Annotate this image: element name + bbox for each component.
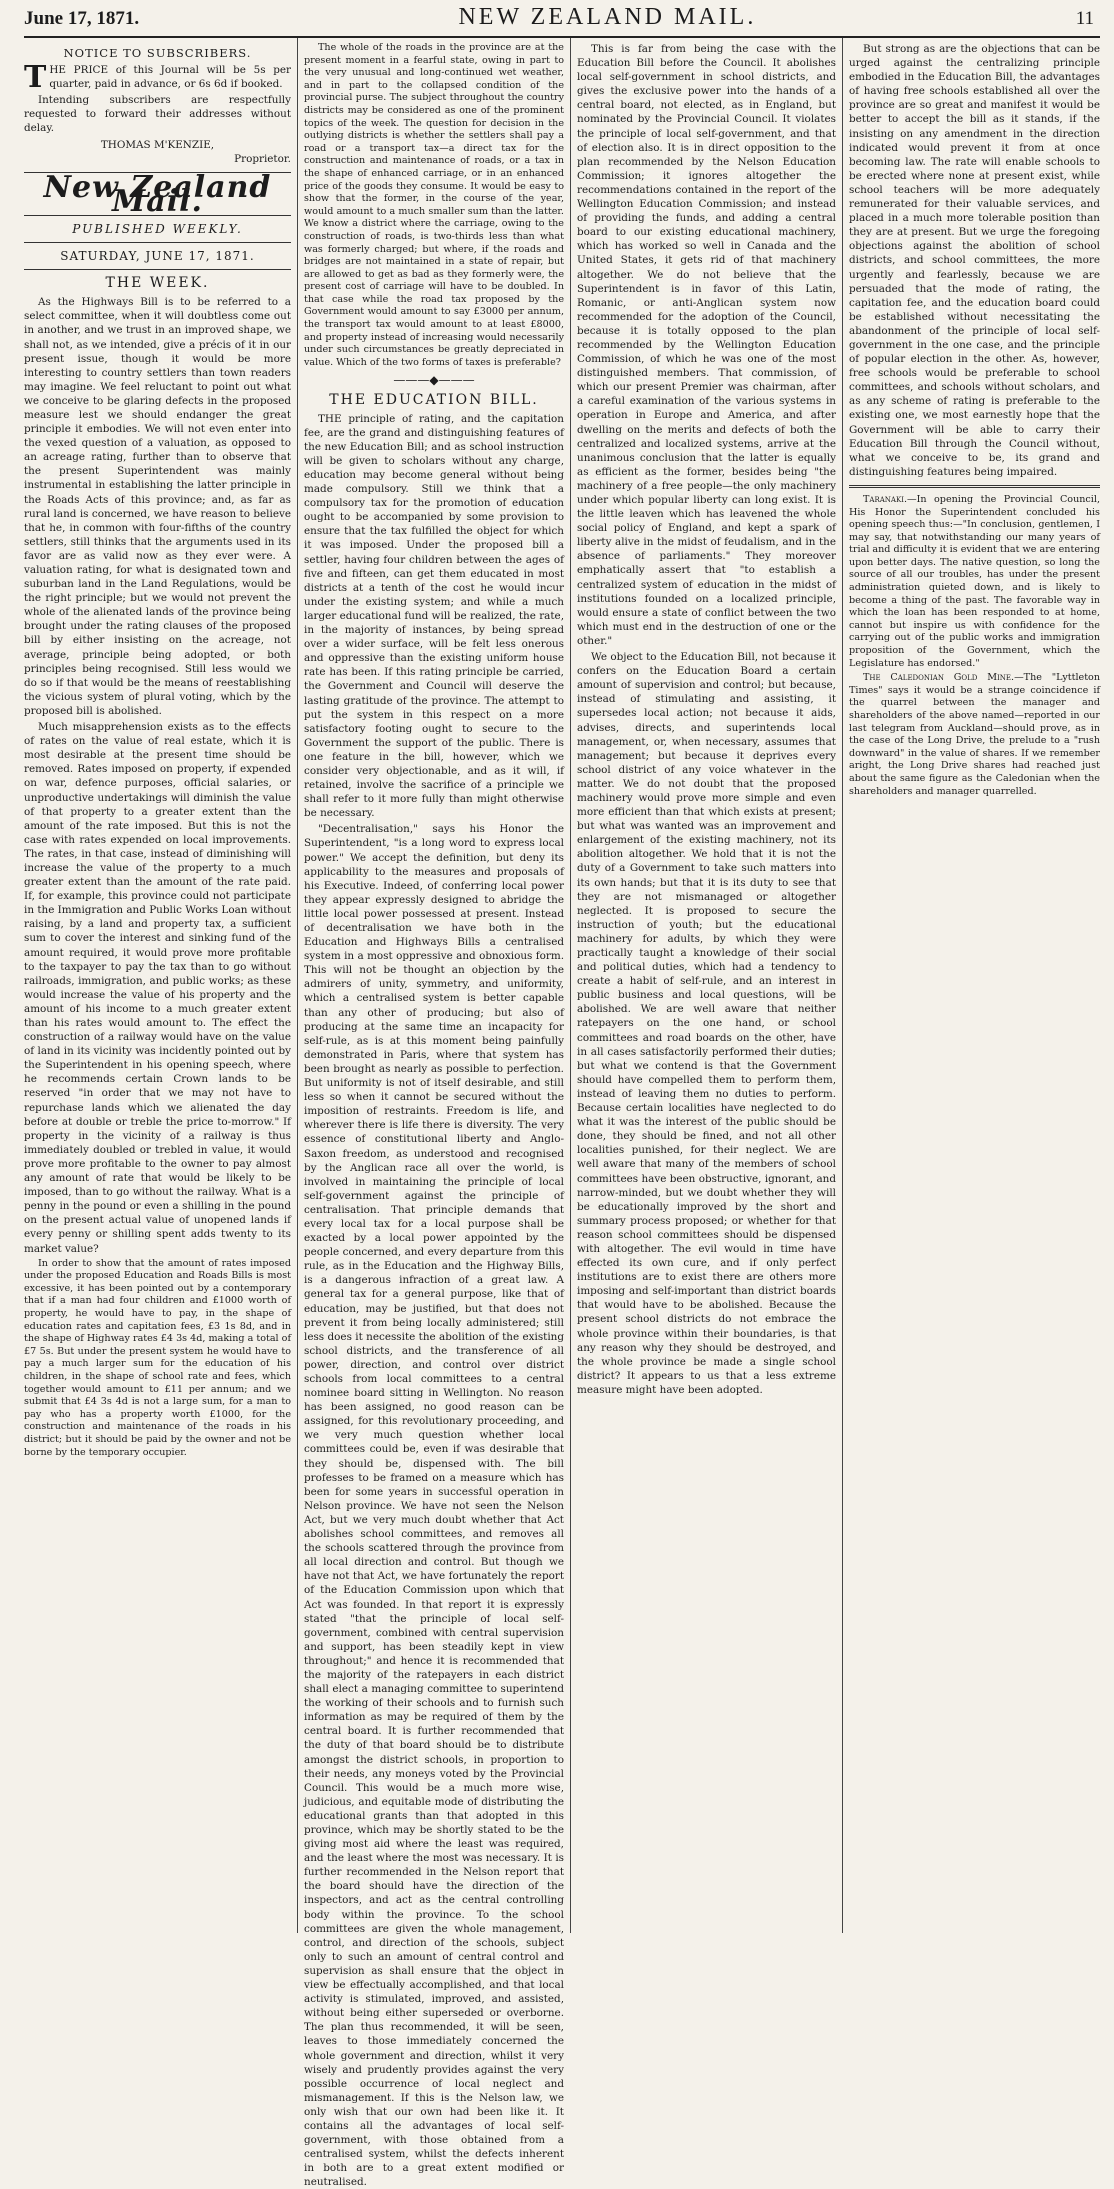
notice-paragraph: Intending subscribers are respectfully requested to forward their addresses without delay. — [24, 94, 291, 135]
ornament-divider: ———◆——— — [393, 373, 475, 388]
columns — [24, 38, 1101, 2189]
page-header — [24, 4, 1100, 38]
article-paragraph: We object to the Education Bill, not because it confers on the Education Board a certain amount of supervision and control; but because, instead of stimulating and assisting, it supersedes local action; not because it aids, advises, directs, and superintends local management, or, when necessary, assumes that management; but because it deprives every school district of any voice whatever in the matter. We do not doubt that the proposed machinery would prove more simple and even more efficient than that which exists at present; but what was wanted was an improvement and enlargement of the existing machinery, not its abolition altogether. We hold that it is not the duty of a Government to take such matters into its own hands; but that it is its duty to see that they are not mismanaged or altogether neglected. It is proposed to secure the instruction of youth; but the educational machinery for adults, by which they were practically taught a knowledge of their social and political duties, which had a tendency to create a habit of self-rule, and an interest in public business and local questions, will be abolished. We are well aware that neither ratepayers on the one hand, or school committees and road boards on the other, have in all cases satisfactorily performed their duties; but what we contend is that the Government should have compelled them to perform them, instead of leaving them no duties to perform. Because certain localities have neglected to do what it was the interest of the public should be done, they should be fined, and not all other localities punished, for their neglect. We are well aware that many of the members of school committees have been obstructive, ignorant, and narrow-minded, but we doubt whether they will be educationally improved by the short and summary process proposed; or whether for that reason school committees should be dispensed with altogether. The evil would in time have effected its own cure, and if only perfect institutions are to exist there are others more imposing and self-important than district boards that would have to be abolished. Because the present school districts do not embrace the whole province within their boundaries, is that any reason why they should be destroyed, and the whole province be made a single school district? It appears to us that a less extreme measure might have been adopted. — [577, 651, 836, 1396]
header-date: June 17, 1871. — [24, 8, 140, 29]
article-paragraph: This is far from being the case with the Education Bill before the Council. It abolishes local self-government in school districts, and gives the exclusive power into the hands of a central board, not elected, as in England, but nominated by the Provincial Council. It violates the principle of local self-government, and that of election also. It is in direct opposition to the plan recommended by the Nelson Education Commission; it ignores altogether the recommendations contained in the report of the Wellington Education Commission; and instead of providing the funds, and adding a central board to our existing educational machinery, which has worked so well in Canada and the United States, it gets rid of that machinery altogether. We do not believe that the Superintendent is in favor of this Latin, Romanic, or anti-Anglican system now recommended for the adoption of the Council, because it is totally opposed to the plan recommended by the Wellington Education Commission, of which he was one of the most distinguished members. That commission, of which our present Premier was chairman, after a careful examination of the various systems in operation in Europe and America, and after dwelling on the merits and defects of both the centralized and localized systems, arrive at the unanimous conclusion that the latter is equally as efficient as the former, besides being "the machinery of a free people—the only machinery under which popular liberty can long exist. It is the little leaven which has leavened the whole social policy of England, and kept a spark of liberty alive in the midst of feudalism, and in the absence of parliaments." They moreover emphatically assert that "to establish a centralized system of education in the midst of institutions founded on a localized principle, would ensure a state of conflict between the two which must end in the destruction of one or the other." — [577, 43, 836, 647]
news-note: The Caledonian Gold Mine.—The "Lyttleton Times" says it would be a strange coincidence if the quarrel between the manager and shareholders of the above named—reported in our last telegram from Auckland—should prove, as in the case of the Long Drive, the prelude to a "rush downward" in the value of shares. If we remember aright, the Long Drive shares had reached just about the same figure as the Caledonian when the shareholders and manager quarrelled. — [849, 672, 1101, 797]
education-heading: THE EDUCATION BILL. — [329, 391, 539, 408]
notice-title: NOTICE TO SUBSCRIBERS. — [63, 46, 252, 60]
article-paragraph: In order to show that the amount of rates imposed under the proposed Education and Roads Bills is most excessive, it has been pointed out by a contemporary that if a man had four children and £1000 worth of property, he would have to pay, in the shape of education rates and capitation fees, £3 1s 8d, and in the shape of Highway rates £4 3s 4d, making a total of £7 5s. But under the present system he would have to pay a much larger sum for the education of his children, in the shape of school rate and fees, which together would amount to £11 per annum; and we submit that £4 3s 4d is not a large sum, for a man to pay who has a property worth £1000, for the construction and maintenance of the roads in his district; but it should be paid by the owner and not be borne by the temporary occupier. — [24, 1257, 291, 1458]
article-paragraph: The whole of the roads in the province are at the present moment in a fearful state, owing in part to the very unusual and long-continued wet weather, and in part to the collapsed condition of the provincial purse. The subject throughout the country districts may be considered as one of the prominent topics of the week. The question for decision in the outlying districts is whether the settlers shall pay a road or a transport tax—a direct tax for the construction and maintenance of roads, or a tax in the shape of enhanced carriage, or in an enhanced price of the goods they consume. It would be easy to show that the former, in the course of the year, would amount to a much smaller sum than the latter. We know a district where the carriage, owing to the construction of roads, is two-thirds less than what was formerly charged; but where, if the roads and bridges are not maintained in a state of repair, but are allowed to get as bad as they formerly were, the present cost of carriage will have to be doubled. In that case while the road tax proposed by the Government would amount to say £3000 per annum, the transport tax would amount to at least £8000, and property instead of increasing would necessarily under such circumstances be greatly depreciated in value. Which of the two forms of taxes is preferable? — [304, 42, 564, 368]
notice-signature: THOMAS M'KENZIE, Proprietor. — [100, 138, 291, 165]
column-2 — [297, 38, 570, 2189]
week-heading: THE WEEK. — [105, 275, 210, 292]
divider — [849, 485, 1100, 488]
dropcap: T — [24, 60, 47, 96]
notice-paragraph: THE PRICE of this Journal will be 5s per quarter, paid in advance, or 6s 6d if booked. — [24, 60, 291, 96]
issue-date: SATURDAY, JUNE 17, 1871. — [60, 249, 255, 264]
header-masthead: NEW ZEALAND MAIL. — [458, 4, 757, 30]
article-paragraph: As the Highways Bill is to be referred to a select committee, when it will doubtless come out in another, and we trust in an improved shape, we shall not, as we intended, give a précis of it in our present issue, though it would be more interesting to country settlers than town readers may imagine. We feel reluctant to point out what we conceive to be glaring defects in the proposed measure lest we should endanger the great principle it embodies. We will not even enter into the vexed question of a valuation, as opposed to an acreage rating, further than to observe that the present Superintendent was mainly instrumental in establishing the latter principle in the Roads Acts of this province; and, as far as rural land is concerned, we have reason to believe that he, in common with four-fifths of the country settlers, still thinks that the arguments used in its favor are as valid now as they ever were. A valuation rating, for what is designated town and suburban land in the Land Regulations, would be the right principle; but we would not prevent the whole of the alienated lands of the province being brought under the rating clauses of the proposed bill by either insisting on the acreage, not average, principle being adopted, or both principles being recognised. Still less would we do so if that would be the means of reestablishing the vicious system of plural voting, which by the proposed bill is abolished. — [24, 296, 291, 717]
column-4 — [842, 38, 1100, 1933]
column-1 — [24, 38, 297, 1933]
article-paragraph: "Decentralisation," says his Honor the Superintendent, "is a long word to express local power." We accept the definition, but deny its applicability to the measures and proposals of his Executive. Indeed, of conferring local power they appear expressly designed to abridge the little local power possessed at present. Instead of decentralisation we have both in the Education and Highways Bills a centralised system in a most oppressive and obnoxious form. This will not be thought an objection by the admirers of unity, symmetry, and uniformity, which a centralised system is better capable than any other of producing; but also of producing at the same time an incapacity for self-rule, as is at this moment being painfully demonstrated in Paris, where that system has been brought as nearly as possible to perfection. But uniformity is not of itself desirable, and still less so when it cannot be secured without the imposition of restraints. Freedom is life, and wherever there is life there is diversity. The very essence of constitutional liberty and Anglo-Saxon freedom, as understood and recognised by the Anglican race all over the world, is involved in maintaining the principle of local self-government against the principle of centralisation. That principle demands that every local tax for a local purpose shall be exacted by a local power appointed by the people concerned, and every departure from this rule, as in the Education and the Highway Bills, is a dangerous infraction of a great law. A general tax for a general purpose, like that of education, may be justified, but that does not prevent it from being locally administered; still less does it necessite the abolition of the existing school districts, and the transference of all power, direction, and control over district schools from local committees to a central nominee board sitting in Wellington. No reason has been assigned, no good reason can be assigned, for this revolutionary proceeding, and we very much question whether local committees could be, even if was desirable that they should be, dispensed with. The bill professes to be framed on a measure which has been for some years in successful operation in Nelson province. We have not seen the Nelson Act, but we very much doubt whether that Act abolishes school committees, and removes all the schools scattered through the province from all local direction and control. But though we have not that Act, we have fortunately the report of the Education Commission upon which that Act was founded. In that report it is expressly stated "that the principle of local self-government, combined with central supervision and support, has been steadily kept in view throughout;" and hence it is recommended that the majority of the ratepayers in each district shall elect a managing committee to superintend the working of their schools and to furnish such information as may be required of them by the central board. It is further recommended that the duty of that board should be to distribute amongst the district schools, in proportion to their needs, any moneys voted by the Provincial Council. This would be a much more wise, judicious, and equitable mode of distributing the educational grants than that adopted in this province, which may be shortly stated to be the giving most aid where the least was required, and the least where the most was necessary. It is further recommended in the Nelson report that the board should have the direction of the inspectors, and act as the central controlling body within the province. To the school committees are given the whole management, control, and direction of the schools, subject only to such an amount of central control and supervision as shall ensure that the object in view be effectually accomplished, and that local activity is stimulated, improved, and assisted, without being either superseded or overborne. The plan thus recommended, it will be seen, leaves to those immediately concerned the whole government and direction, whilst it very wisely and prudently provides against the very possible occurrence of local neglect and mismanagement. If this is the Nelson law, we only wish that our own had been like it. It contains all the advantages of local self-government, with those obtained from a centralised system, whilst the defects inherent in both are to a great extent modified or neutralised. — [304, 823, 564, 2189]
divider — [24, 242, 291, 243]
divider — [24, 269, 291, 270]
article-paragraph: Much misapprehension exists as to the effects of rates on the value of real estate, which it is most desirable at the present time should be removed. Rates imposed on property, if expended on war, defence purposes, official salaries, or unproductive undertakings will diminish the value of that property to a greater extent than the amount of the rate imposed. But this is not the case with rates expended on local improvements. The rates, in that case, instead of diminishing will increase the value of the property to a much greater extent than the amount of the rate paid. If, for example, this province could not participate in the Immigration and Public Works Loan without raising, by a land and property tax, a sufficient sum to cover the interest and sinking fund of the amount required, it would prove more profitable to the taxpayer to pay the tax than to go without railroads, immigration, and public works; as these would increase the value of his property and the amount of his income to a much greater extent than his rates would amount to. The effect the construction of a railway would have on the value of land in its vicinity was incidently pointed out by the Superintendent in his opening speech, where he recommends certain Crown lands to be reserved "in order that we may not have to repurchase lands which we alienated the day before at double or treble the price to-morrow." If property in the vicinity of a railway is thus immediately doubled or trebled in value, it would prove more profitable to the owner to pay almost any amount of rate that would be likely to be imposed, than to go without the railway. What is a penny in the pound or even a shilling in the pound on the present actual value of unopened lands if every penny or shilling spent adds twenty to its market value? — [24, 721, 291, 1255]
news-note: Taranaki.—In opening the Provincial Council, His Honor the Superintendent concluded his opening speech thus:—"In conclusion, gentlemen, I may say, that notwithstanding our many years of trial and difficulty it is evident that we are entering upon better days. The native question, so long the source of all our troubles, has under the present administration quieted down, and is likely to become a thing of the past. The favorable way in which the loan has been responded to at home, cannot but inspire us with confidence for the carrying out of the public works and immigration proposition of the Government, which the Legislature has endorsed." — [849, 493, 1100, 669]
article-paragraph: THE principle of rating, and the capitation fee, are the grand and distinguishing features of the new Education Bill; and as school instruction will be given to scholars without any charge, education may become general without being made compulsory. Still we think that a compulsory tax for the promotion of education ought to be accompanied by some provision to ensure that the tax fulfilled the object for which it was imposed. Under the proposed bill a settler, having four children between the ages of five and fifteen, can get them educated in most districts at a tenth of the cost he would incur under the existing system; and while a much larger educational fund will be realized, the rate, in the majority of instances, by being spread over a wider surface, will be felt less onerous and oppressive than the existing uniform house rate has been. If this rating principle be carried, the Government and Council will deserve the lasting gratitude of the province. The attempt to put the system in this respect on a more satisfactory footing ought to secure to the Government the support of the public. There is one feature in the bill, however, which we consider very objectionable, and as it will, if retained, involve the sacrifice of a principle we shall refer to it more fully than might otherwise be necessary. — [304, 412, 564, 820]
published-weekly: PUBLISHED WEEKLY. — [72, 221, 243, 236]
article-paragraph: But strong as are the objections that can be urged against the centralizing principle embodied in the Education Bill, the advantages of having free schools established all over the province are so great and manifest it would be better to accept the bill as it stands, if the insisting on any amendment in the direction indicated would prevent it from at once becoming law. The rate will enable schools to be erected where none at present exist, while school teachers will be more adequately remunerated for their valuable services, and placed in a much more tolerable position than they are at present. But we urge the foregoing objections against the abolition of school districts, and school committees, the more urgently and fearlessly, because we are persuaded that the mode of rating, the capitation fee, and the education board could be established without necessitating the abandonment of the principle of local self-government in the one case, and the principle of popular election in the other. As, however, free schools would be preferable to school committees, and schools without scholars, and as any scheme of rating is preferable to the existing one, we most earnestly hope that the Government will be able to carry their Education Bill through the Council without, what we conceive to be, its grand and distinguishing features being impaired. — [849, 43, 1100, 478]
column-3 — [570, 38, 842, 1933]
paper-name: New Zealand Mail. — [43, 169, 272, 219]
page-number: 11 — [1075, 8, 1094, 29]
